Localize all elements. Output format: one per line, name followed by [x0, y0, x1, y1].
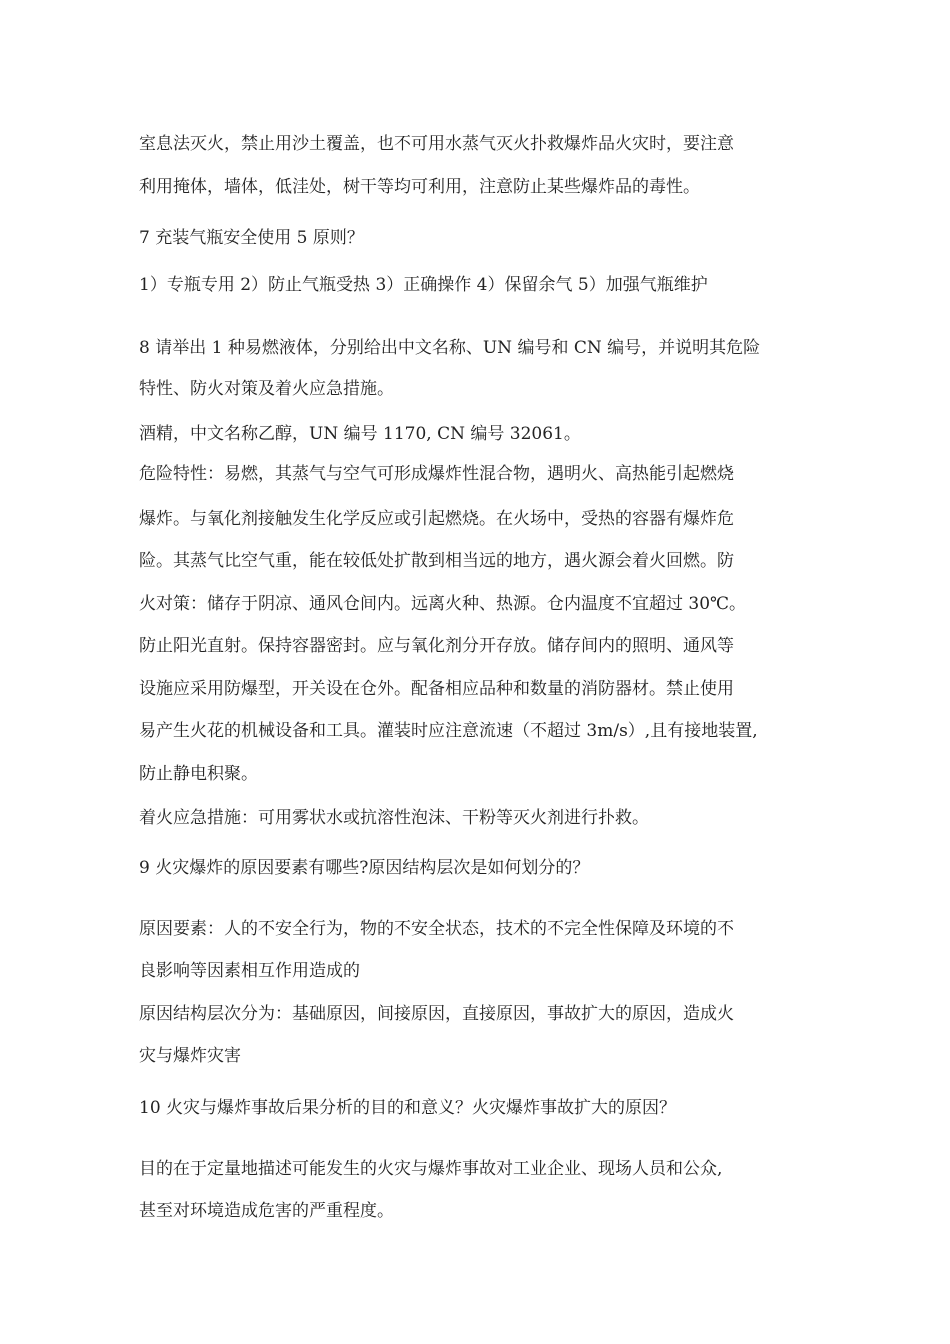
paragraph-line: 良影响等因素相互作用造成的 — [139, 961, 360, 981]
paragraph-line: 利用掩体，墙体，低洼处，树干等均可利用，注意防止某些爆炸品的毒性。 — [139, 177, 700, 197]
paragraph-line: 防止静电积聚。 — [139, 764, 258, 784]
paragraph-line: 易产生火花的机械设备和工具。灌装时应注意流速（不超过 3m/s）,且有接地装置, — [139, 721, 758, 741]
paragraph-line: 防止阳光直射。保持容器密封。应与氧化剂分开存放。储存间内的照明、通风等 — [139, 636, 734, 656]
question-heading: 特性、防火对策及着火应急措施。 — [139, 379, 394, 399]
question-heading: 8 请举出 1 种易燃液体，分别给出中文名称、UN 编号和 CN 编号，并说明其危险 — [139, 338, 761, 358]
paragraph-line: 火对策：储存于阴凉、通风仓间内。远离火种、热源。仓内温度不宜超过 30℃。 — [139, 594, 747, 614]
question-heading: 7 充装气瓶安全使用 5 原则？ — [139, 228, 364, 248]
paragraph-line: 灾与爆炸灾害 — [139, 1046, 241, 1066]
paragraph-line: 险。其蒸气比空气重，能在较低处扩散到相当远的地方，遇火源会着火回燃。防 — [139, 551, 734, 571]
paragraph-line: 危险特性：易燃，其蒸气与空气可形成爆炸性混合物，遇明火、高热能引起燃烧 — [139, 464, 734, 484]
paragraph-line: 室息法灭火，禁止用沙土覆盖，也不可用水蒸气灭火扑救爆炸品火灾时，要注意 — [139, 134, 734, 154]
paragraph-line: 1）专瓶专用 2）防止气瓶受热 3）正确操作 4）保留余气 5）加强气瓶维护 — [139, 275, 708, 295]
paragraph-line: 原因结构层次分为：基础原因，间接原因，直接原因，事故扩大的原因，造成火 — [139, 1004, 734, 1024]
paragraph-line: 爆炸。与氧化剂接触发生化学反应或引起燃烧。在火场中，受热的容器有爆炸危 — [139, 509, 734, 529]
paragraph-line: 甚至对环境造成危害的严重程度。 — [139, 1201, 394, 1221]
paragraph-line: 目的在于定量地描述可能发生的火灾与爆炸事故对工业企业、现场人员和公众, — [139, 1159, 723, 1179]
paragraph-line: 酒精，中文名称乙醇，UN 编号 1170, CN 编号 32061。 — [139, 424, 581, 444]
paragraph-line: 原因要素：人的不安全行为，物的不安全状态，技术的不完全性保障及环境的不 — [139, 919, 734, 939]
paragraph-line: 设施应采用防爆型，开关设在仓外。配备相应品种和数量的消防器材。禁止使用 — [139, 679, 734, 699]
question-heading: 10 火灾与爆炸事故后果分析的目的和意义？火灾爆炸事故扩大的原因？ — [139, 1098, 677, 1118]
question-heading: 9 火灾爆炸的原因要素有哪些?原因结构层次是如何划分的？ — [139, 858, 590, 878]
paragraph-line: 着火应急措施：可用雾状水或抗溶性泡沫、干粉等灭火剂进行扑救。 — [139, 808, 649, 828]
